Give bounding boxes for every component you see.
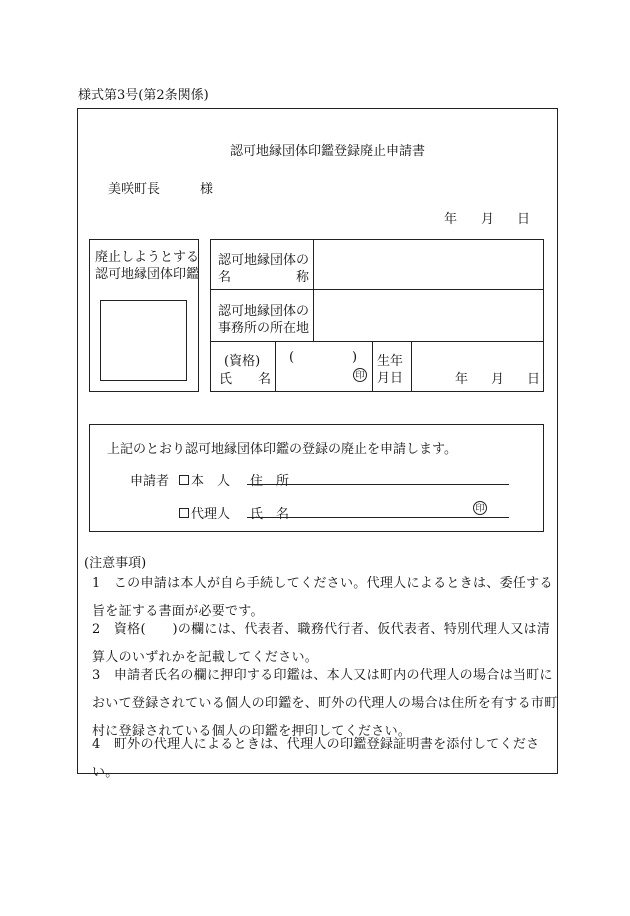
name-label: 氏 名 xyxy=(250,507,290,522)
self-checkbox[interactable] xyxy=(179,470,230,489)
qualification-paren-open: ( xyxy=(289,350,295,365)
agent-checkbox-label: 代理人 xyxy=(191,507,231,522)
person-col-divider-1 xyxy=(275,341,276,392)
date-year-label: 年 xyxy=(444,212,458,227)
notes-heading: (注意事項) xyxy=(84,556,147,571)
seal-box-label-line2: 認可地縁団体印鑑 xyxy=(95,267,200,282)
self-checkbox-label: 本 人 xyxy=(191,474,231,489)
birth-label-line1: 生年 xyxy=(377,354,404,369)
qualification-label: (資格) xyxy=(224,354,261,369)
person-label-b: 名 xyxy=(258,372,272,387)
org-table-row-divider-1 xyxy=(210,289,544,290)
note-item-1: 1 この申請は本人が自ら手続してください。代理人によるときは、委任する旨を証する書面が必要です。 xyxy=(92,576,553,619)
date-month-label: 月 xyxy=(481,212,495,227)
address-label: 住 所 xyxy=(250,474,290,489)
org-office-field[interactable] xyxy=(316,292,542,339)
applicant-address-field[interactable] xyxy=(292,468,508,484)
qualification-paren-close: ) xyxy=(352,350,358,365)
person-label-a: 氏 xyxy=(219,372,233,387)
org-table-col-divider xyxy=(313,239,314,341)
org-office-label-line1: 認可地縁団体の xyxy=(218,304,310,319)
form-title: 認可地縁団体印鑑登録廃止申請書 xyxy=(230,144,426,159)
org-name-label-line2b: 称 xyxy=(296,270,310,285)
birth-year-label: 年 xyxy=(455,372,469,387)
form-number: 様式第3号(第2条関係) xyxy=(78,88,209,103)
date-day-label: 日 xyxy=(517,212,531,227)
address-underline xyxy=(247,484,509,485)
addressee-honorific: 様 xyxy=(200,182,214,197)
org-name-field[interactable] xyxy=(316,242,542,287)
note-item-4: 4 町外の代理人によるときは、代理人の印鑑登録証明書を添付してください。 xyxy=(92,737,540,780)
applicant-label: 申請者 xyxy=(130,474,170,489)
application-statement: 上記のとおり認可地縁団体印鑑の登録の廃止を申請します。 xyxy=(107,442,457,457)
representative-seal-mark: 印 xyxy=(353,368,367,382)
person-col-divider-3 xyxy=(411,341,412,392)
org-table-row-divider-2 xyxy=(210,341,544,342)
note-item-3: 3 申請者氏名の欄に押印する印鑑は、本人又は町内の代理人の場合は当町において登録されている個人の印鑑を、町外の代理人の場合は住所を有する市町村に登録されている個人の印鑑を押印してください。 xyxy=(92,668,558,739)
addressee-name: 美咲町長 xyxy=(108,182,161,197)
person-col-divider-2 xyxy=(372,341,373,392)
note-item-2: 2 資格( )の欄には、代表者、職務代行者、仮代表者、特別代理人又は清算人のいずれかを記載してください。 xyxy=(92,622,551,665)
birth-day-label: 日 xyxy=(527,372,541,387)
seal-impression-area[interactable] xyxy=(100,300,187,381)
org-name-label-line2a: 名 xyxy=(218,270,232,285)
seal-box-label-line1: 廃止しようとする xyxy=(95,250,200,265)
birth-label-line2: 月日 xyxy=(377,371,404,386)
representative-name-field[interactable] xyxy=(279,344,369,389)
applicant-name-field[interactable] xyxy=(292,501,468,517)
birth-month-label: 月 xyxy=(491,372,505,387)
birth-date-field[interactable] xyxy=(414,344,542,389)
org-name-label-line1: 認可地縁団体の xyxy=(218,253,310,268)
name-underline xyxy=(247,517,509,518)
applicant-seal-mark: 印 xyxy=(473,501,487,515)
agent-checkbox[interactable] xyxy=(179,503,230,522)
org-office-label-line2: 事務所の所在地 xyxy=(218,321,310,336)
